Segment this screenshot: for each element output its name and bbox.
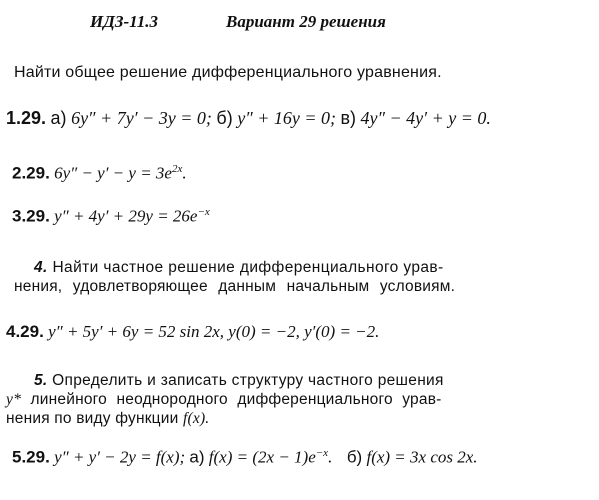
problem-1: [6, 108, 491, 129]
task4-title-line2: нения, удовлетворяющее данным начальным условиям.: [14, 278, 456, 295]
equation-2: 6y″ − y′ − y = 3e: [54, 163, 172, 183]
task4-title-line1: [34, 259, 444, 277]
task5-title-line1: [34, 372, 444, 390]
equation-2-end: .: [182, 163, 187, 183]
equation-1c: 4y″ − 4y′ + y = 0.: [360, 108, 491, 128]
task5-title-text3: нения по виду функции: [6, 410, 179, 427]
task5-title-line3: [6, 410, 209, 428]
problem-2-number: 2.29.: [12, 163, 50, 183]
equation-3-exponent: −x: [197, 206, 210, 218]
task4-number: 4.: [34, 259, 48, 276]
equation-5: y″ + y′ − 2y = f(x);: [54, 447, 186, 467]
equation-1a: 6y″ + 7y′ − 3y = 0;: [71, 108, 212, 128]
part-b-label: б): [216, 108, 233, 128]
variant-title: Вариант 29 решения: [226, 12, 386, 31]
worksheet-code: ИДЗ-11.3: [90, 12, 158, 31]
equation-1b: y″ + 16y = 0;: [237, 108, 336, 128]
equation-5a-exponent: −x: [315, 447, 329, 459]
task5-number: 5.: [34, 372, 48, 389]
part-c-label: в): [340, 108, 357, 128]
task5-title-text1: Определить и записать структуру частного решения: [52, 372, 444, 389]
task1-title: Найти общее решение дифференциального уравнения.: [14, 64, 442, 81]
part-b-label: б): [346, 447, 363, 467]
task5-title-line2: [6, 391, 442, 409]
equation-5b: f(x) = 3x cos 2x.: [366, 447, 478, 467]
part-a-label: а): [189, 447, 205, 467]
function-symbol: f(x).: [183, 410, 210, 427]
problem-3: [12, 206, 210, 227]
problem-4: [6, 322, 379, 342]
equation-2-exponent: 2x: [171, 163, 183, 175]
problem-5: [12, 447, 478, 468]
equation-5a-end: .: [328, 447, 333, 467]
task4-title-text1: Найти частное решение дифференциального урав-: [52, 259, 444, 276]
part-a-label: а): [50, 108, 67, 128]
task5-title-text2: линейного неоднородного дифференциального урав-: [30, 391, 442, 408]
problem-2: [12, 163, 187, 184]
problem-1-number: 1.29.: [6, 108, 47, 128]
problem-5-number: 5.29.: [12, 447, 50, 467]
problem-4-number: 4.29.: [6, 322, 44, 341]
equation-5a: f(x) = (2x − 1)e: [208, 447, 316, 467]
particular-solution-symbol: y*: [6, 391, 22, 408]
equation-4: y″ + 5y′ + 6y = 52 sin 2x, y(0) = −2, y′(0) = −2.: [48, 322, 380, 341]
problem-3-number: 3.29.: [12, 206, 50, 226]
equation-3: y″ + 4y′ + 29y = 26e: [54, 206, 198, 226]
